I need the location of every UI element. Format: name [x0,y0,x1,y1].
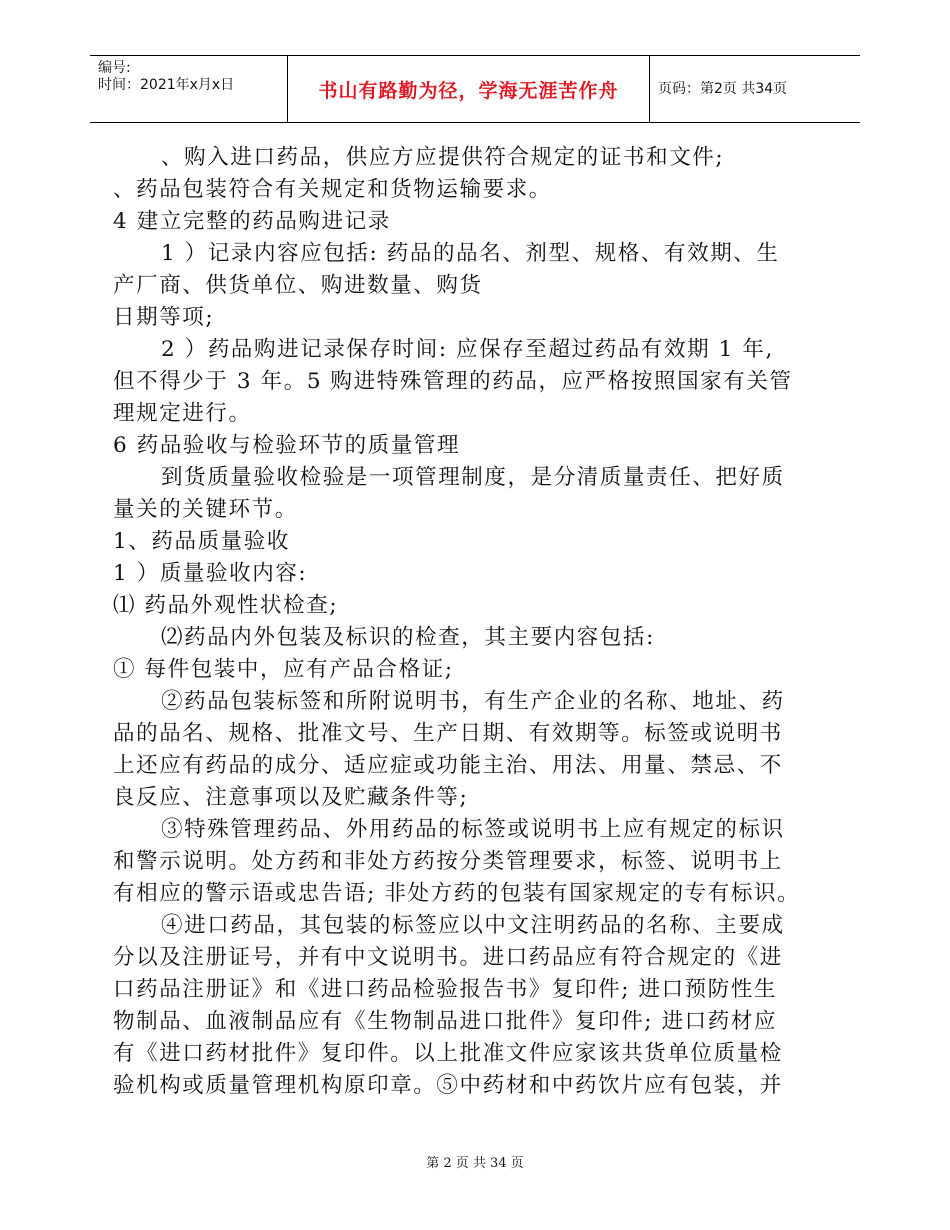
section-heading: 4 建立完整的药品购进记录 [113,209,391,234]
text-line: 1 ）质量验收内容: [113,561,308,586]
text-line: 口药品注册证》和《进口药品检验报告书》复印件; 进口预防性生 [113,977,778,1002]
text-line: 量关的关键环节。 [113,497,298,522]
text-line: 到货质量验收检验是一项管理制度，是分清质量责任、把好质 [161,465,785,490]
text-line: ① 每件包装中，应有产品合格证; [113,657,454,682]
text-line: ⑵药品内外包装及标识的检查，其主要内容包括: [161,625,655,650]
number-label: 编号: [98,60,131,76]
text-line: ②药品包装标签和所附说明书，有生产企业的名称、地址、药 [161,689,785,714]
header-meta [90,56,287,122]
time-label: 时间：2021年x月x日 [98,77,235,93]
header-page-cell [650,56,860,122]
text-line: 品的品名、规格、批准文号、生产日期、有效期等。标签或说明书 [113,721,783,746]
text-line: 、购入进口药品，供应方应提供符合规定的证书和文件; [161,145,725,170]
text-line: 、药品包装符合有关规定和货物运输要求。 [113,177,552,202]
text-line: 1 ）记录内容应包括: 药品的品名、剂型、规格、有效期、生 [161,241,780,266]
text-line: ④进口药品，其包装的标签应以中文注明药品的名称、主要成 [161,913,785,938]
text-line: 2 ）药品购进记录保存时间: 应保存至超过药品有效期 1 年, [161,337,774,362]
text-line: 有《进口药材批件》复印件。以上批准文件应家该共货单位质量检 [113,1041,783,1066]
text-line: 有相应的警示语或忠告语; 非处方药的包装有国家规定的专有标识。 [113,881,801,906]
text-line: 验机构或质量管理机构原印章。⑤中药材和中药饮片应有包装，并 [113,1073,783,1098]
text-line: ③特殊管理药品、外用药品的标签或说明书上应有规定的标识 [161,817,785,842]
document-body [113,142,838,1102]
text-line: 分以及注册证号，并有中文说明书。进口药品应有符合规定的《进 [113,945,783,970]
text-line: 和警示说明。处方药和非处方药按分类管理要求，标签、说明书上 [113,849,783,874]
header-motto-cell [287,56,650,122]
text-line: 良反应、注意事项以及贮藏条件等; [113,785,469,810]
text-line: 产厂商、供货单位、购进数量、购货 [113,273,483,298]
text-line: 上还应有药品的成分、适应症或功能主治、用法、用量、禁忌、不 [113,753,783,778]
page-label: 页码：第2页 共34页 [658,81,788,97]
section-heading: 1、药品质量验收 [113,529,290,554]
page-footer: 第 2 页 共 34 页 [426,1156,524,1171]
text-line: 但不得少于 3 年。5 购进特殊管理的药品，应严格按照国家有关管 [113,369,793,394]
text-line: 物制品、血液制品应有《生物制品进口批件》复印件; 进口药材应 [113,1009,778,1034]
text-line: 日期等项; [113,305,215,330]
text-line: 理规定进行。 [113,401,252,426]
page-header [90,55,860,123]
text-line: ⑴ 药品外观性状检查; [113,593,339,618]
motto: 书山有路勤为径，学海无涯苦作舟 [318,79,619,102]
section-heading: 6 药品验收与检验环节的质量管理 [113,433,461,458]
